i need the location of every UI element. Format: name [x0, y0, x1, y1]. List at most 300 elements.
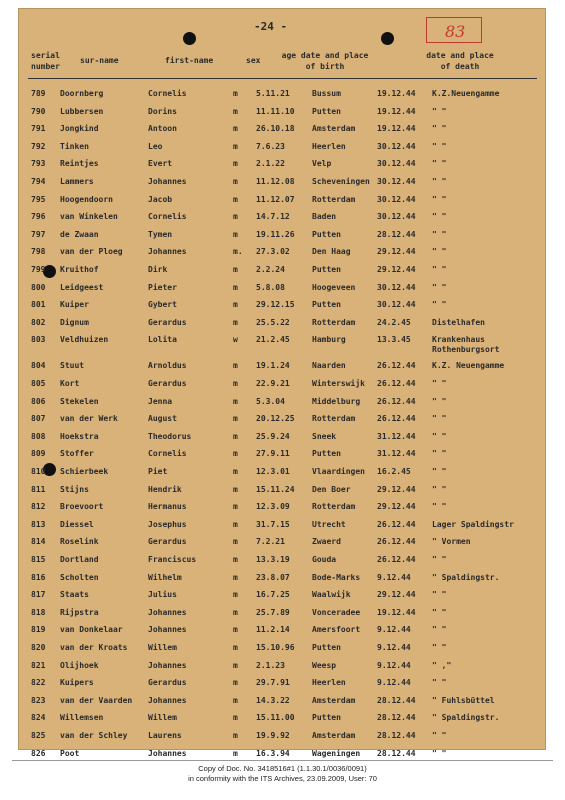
cell-place: Rotterdam [312, 502, 356, 512]
cell-birth: 31.7.15 [256, 519, 290, 529]
table-row [0, 537, 565, 555]
cell-birth: 5.11.21 [256, 89, 290, 98]
cell-place: Rotterdam [312, 414, 356, 424]
header-sex: sex [246, 56, 261, 65]
cell-birth: 5.3.04 [256, 396, 285, 406]
table-row [0, 449, 565, 467]
cell-dplace: " " [432, 678, 447, 688]
cell-sex: m. [233, 247, 243, 257]
cell-sex: m [233, 361, 238, 371]
cell-serial: 803 [31, 335, 46, 345]
cell-dplace: " Spaldingstr. [432, 713, 500, 723]
cell-birth: 19.1.24 [256, 361, 290, 371]
cell-place: Amsterdam [312, 124, 356, 134]
cell-surname: Roselink [60, 537, 99, 547]
cell-surname: Poot [60, 748, 80, 758]
cell-place: Putten [312, 265, 341, 274]
cell-sex: m [233, 141, 238, 151]
cell-birth: 16.3.94 [256, 748, 290, 758]
cell-sex: m [233, 265, 238, 274]
cell-surname: van der Werk [60, 414, 118, 424]
cell-firstname: Theodorus [148, 431, 192, 441]
punch-hole [381, 32, 394, 45]
cell-ddate: 16.2.45 [377, 467, 411, 476]
table-row [0, 502, 565, 520]
cell-place: Putten [312, 300, 341, 310]
cell-birth: 14.3.22 [256, 695, 290, 705]
table-row [0, 625, 565, 643]
cell-sex: m [233, 643, 238, 652]
cell-serial: 817 [31, 590, 46, 600]
cell-firstname: Piet [148, 467, 168, 476]
cell-dplace: " " [432, 396, 447, 406]
cell-ddate: 26.12.44 [377, 396, 416, 406]
header-surname: sur-name [80, 56, 119, 65]
cell-surname: Kuipers [60, 678, 94, 688]
cell-ddate: 26.12.44 [377, 361, 416, 371]
cell-ddate: 30.12.44 [377, 194, 416, 204]
cell-dplace: " " [432, 124, 447, 134]
cell-ddate: 29.12.44 [377, 502, 416, 512]
cell-surname: Lammers [60, 177, 94, 186]
cell-firstname: Johannes [148, 247, 187, 257]
cell-birth: 20.12.25 [256, 414, 295, 424]
cell-sex: m [233, 625, 238, 635]
cell-ddate: 31.12.44 [377, 449, 416, 459]
cell-surname: van Winkelen [60, 212, 118, 222]
cell-birth: 16.7.25 [256, 590, 290, 600]
cell-place: Utrecht [312, 519, 346, 529]
cell-surname: Dignum [60, 317, 89, 327]
cell-dplace: " " [432, 643, 447, 652]
cell-sex: m [233, 537, 238, 547]
table-row [0, 608, 565, 626]
cell-firstname: Johannes [148, 695, 187, 705]
cell-sex: m [233, 396, 238, 406]
cell-serial: 802 [31, 317, 46, 327]
cell-birth: 25.7.89 [256, 607, 290, 617]
cell-dplace: " " [432, 265, 447, 274]
cell-dplace: " " [432, 106, 447, 116]
cell-surname: Staats [60, 590, 89, 600]
cell-firstname: Willem [148, 643, 177, 652]
cell-firstname: Gerardus [148, 537, 187, 547]
cell-firstname: Franciscus [148, 555, 197, 564]
cell-firstname: Antoon [148, 124, 177, 134]
cell-sex: m [233, 317, 238, 327]
cell-dplace: K.Z.Neuengamme [432, 89, 500, 98]
cell-serial: 797 [31, 229, 46, 239]
punch-hole [183, 32, 196, 45]
cell-sex: m [233, 124, 238, 134]
cell-serial: 824 [31, 713, 46, 723]
cell-serial: 822 [31, 678, 46, 688]
cell-firstname: Gerardus [148, 317, 187, 327]
cell-sex: m [233, 212, 238, 222]
cell-ddate: 9.12.44 [377, 625, 411, 635]
cell-serial: 807 [31, 414, 46, 424]
cell-firstname: Julius [148, 590, 177, 600]
cell-ddate: 28.12.44 [377, 229, 416, 239]
cell-birth: 11.12.07 [256, 194, 295, 204]
cell-serial: 815 [31, 555, 46, 564]
cell-firstname: Johannes [148, 748, 187, 758]
cell-firstname: Johannes [148, 660, 187, 670]
cell-sex: m [233, 467, 238, 476]
footer-divider [12, 760, 553, 761]
cell-place: Bussum [312, 89, 341, 98]
cell-serial: 813 [31, 519, 46, 529]
table-row [0, 107, 565, 125]
cell-surname: Leidgeest [60, 282, 104, 292]
cell-dplace: " " [432, 177, 447, 186]
cell-place: Den Boer [312, 484, 351, 494]
cell-place: Weesp [312, 660, 337, 670]
cell-serial: 794 [31, 177, 46, 186]
cell-sex: m [233, 484, 238, 494]
cell-dplace: " " [432, 590, 447, 600]
cell-birth: 19.11.26 [256, 229, 295, 239]
cell-surname: Kuiper [60, 300, 89, 310]
cell-dplace: " " [432, 194, 447, 204]
cell-sex: m [233, 159, 238, 169]
cell-place: Sneek [312, 431, 337, 441]
cell-firstname: Hermanus [148, 502, 187, 512]
cell-ddate: 29.12.44 [377, 247, 416, 257]
table-row [0, 467, 565, 485]
cell-firstname: Leo [148, 141, 163, 151]
cell-sex: m [233, 713, 238, 723]
cell-firstname: Hendrik [148, 484, 182, 494]
cell-place: Hoogeveen [312, 282, 356, 292]
cell-surname: Broevoort [60, 502, 104, 512]
cell-firstname: Dorins [148, 106, 177, 116]
cell-birth: 12.3.09 [256, 502, 290, 512]
cell-firstname: Evert [148, 159, 173, 169]
cell-surname: Hoogendoorn [60, 194, 113, 204]
cell-ddate: 28.12.44 [377, 695, 416, 705]
cell-birth: 22.9.21 [256, 379, 290, 388]
cell-firstname: Lolita [148, 335, 177, 345]
cell-dplace: " " [432, 607, 447, 617]
cell-surname: de Zwaan [60, 229, 99, 239]
cell-sex: m [233, 177, 238, 186]
cell-birth: 5.8.08 [256, 282, 285, 292]
cell-ddate: 26.12.44 [377, 537, 416, 547]
table-row [0, 397, 565, 415]
cell-ddate: 30.12.44 [377, 212, 416, 222]
cell-sex: m [233, 519, 238, 529]
cell-firstname: Pieter [148, 282, 177, 292]
cell-birth: 25.5.22 [256, 317, 290, 327]
cell-place: Middelburg [312, 396, 361, 406]
cell-birth: 2.1.22 [256, 159, 285, 169]
cell-firstname: Johannes [148, 177, 187, 186]
cell-birth: 23.8.07 [256, 572, 290, 582]
cell-serial: 819 [31, 625, 46, 635]
cell-dplace: " " [432, 300, 447, 310]
cell-dplace: " " [432, 502, 447, 512]
cell-place: Rotterdam [312, 194, 356, 204]
header-rule [28, 78, 537, 79]
cell-surname: Willemsen [60, 713, 104, 723]
cell-serial: 816 [31, 572, 46, 582]
table-row [0, 265, 565, 283]
cell-surname: van Donkelaar [60, 625, 123, 635]
cell-ddate: 31.12.44 [377, 431, 416, 441]
cell-firstname: Cornelis [148, 89, 187, 98]
page-number: -24 - [254, 20, 288, 33]
cell-ddate: 9.12.44 [377, 678, 411, 688]
cell-place: Den Haag [312, 247, 351, 257]
cell-dplace: " " [432, 379, 447, 388]
cell-place: Putten [312, 713, 341, 723]
table-row [0, 414, 565, 432]
cell-surname: van der Ploeg [60, 247, 123, 257]
cell-surname: Tinken [60, 141, 89, 151]
cell-surname: Olijhoek [60, 660, 99, 670]
table-row [0, 361, 565, 379]
cell-place: Vonceradee [312, 607, 361, 617]
cell-dplace: " Spaldingstr. [432, 572, 500, 582]
table-row [0, 159, 565, 177]
cell-firstname: Josephus [148, 519, 187, 529]
cell-place: Rotterdam [312, 317, 356, 327]
cell-ddate: 30.12.44 [377, 177, 416, 186]
cell-sex: m [233, 660, 238, 670]
cell-serial: 793 [31, 159, 46, 169]
table-row [0, 555, 565, 573]
cell-serial: 806 [31, 396, 46, 406]
cell-sex: m [233, 282, 238, 292]
cell-birth: 14.7.12 [256, 212, 290, 222]
cell-birth: 19.9.92 [256, 731, 290, 740]
cell-serial: 800 [31, 282, 46, 292]
cell-dplace: " " [432, 731, 447, 740]
cell-surname: Hoekstra [60, 431, 99, 441]
header-death: date and place of death [426, 51, 494, 71]
cell-serial: 818 [31, 607, 46, 617]
cell-ddate: 19.12.44 [377, 607, 416, 617]
cell-surname: Kort [60, 379, 80, 388]
cell-firstname: Jacob [148, 194, 173, 204]
cell-ddate: 9.12.44 [377, 643, 411, 652]
cell-sex: m [233, 731, 238, 740]
table-row [0, 590, 565, 608]
cell-serial: 823 [31, 695, 46, 705]
cell-serial: 826 [31, 748, 46, 758]
cell-dplace: " " [432, 282, 447, 292]
cell-place: Winterswijk [312, 379, 365, 388]
cell-ddate: 30.12.44 [377, 159, 416, 169]
cell-surname: Stoffer [60, 449, 94, 459]
cell-serial: 804 [31, 361, 46, 371]
cell-firstname: Willem [148, 713, 177, 723]
cell-dplace: " " [432, 431, 447, 441]
cell-dplace: " " [432, 141, 447, 151]
cell-place: Putten [312, 643, 341, 652]
cell-ddate: 24.2.45 [377, 317, 411, 327]
cell-place: Putten [312, 229, 341, 239]
cell-dplace: " " [432, 449, 447, 459]
cell-firstname: August [148, 414, 177, 424]
cell-ddate: 29.12.44 [377, 590, 416, 600]
cell-dplace: " Vormen [432, 537, 471, 547]
table-row [0, 247, 565, 265]
cell-birth: 29.7.91 [256, 678, 290, 688]
cell-place: Waalwijk [312, 590, 351, 600]
cell-place: Wageningen [312, 748, 361, 758]
cell-ddate: 29.12.44 [377, 484, 416, 494]
cell-serial: 811 [31, 484, 46, 494]
cell-place: Zwaerd [312, 537, 341, 547]
cell-surname: van der Kroats [60, 643, 128, 652]
cell-sex: w [233, 335, 238, 345]
cell-birth: 26.10.18 [256, 124, 295, 134]
footer-archive-note: in conformity with the ITS Archives, 23.09.2009, User: 70 [188, 774, 377, 783]
cell-firstname: Laurens [148, 731, 182, 740]
table-row [0, 643, 565, 661]
table-row [0, 432, 565, 450]
cell-ddate: 13.3.45 [377, 335, 411, 345]
cell-firstname: Tymen [148, 229, 173, 239]
cell-serial: 825 [31, 731, 46, 740]
cell-place: Heerlen [312, 141, 346, 151]
cell-ddate: 26.12.44 [377, 379, 416, 388]
header-birth: age date and place of birth [281, 51, 369, 71]
cell-sex: m [233, 695, 238, 705]
cell-firstname: Cornelis [148, 449, 187, 459]
cell-surname: Diessel [60, 519, 94, 529]
cell-ddate: 19.12.44 [377, 124, 416, 134]
cell-sex: m [233, 607, 238, 617]
cell-firstname: Gerardus [148, 678, 187, 688]
cell-serial: 792 [31, 141, 46, 151]
cell-place: Naarden [312, 361, 346, 371]
cell-birth: 25.9.24 [256, 431, 290, 441]
cell-sex: m [233, 106, 238, 116]
cell-birth: 15.11.24 [256, 484, 295, 494]
cell-surname: Reintjes [60, 159, 99, 169]
cell-birth: 13.3.19 [256, 555, 290, 564]
cell-birth: 27.9.11 [256, 449, 290, 459]
table-row [0, 379, 565, 397]
cell-sex: m [233, 379, 238, 388]
header-serial: serial number [31, 51, 60, 71]
cell-firstname: Jenna [148, 396, 173, 406]
cell-ddate: 26.12.44 [377, 555, 416, 564]
cell-birth: 2.1.23 [256, 660, 285, 670]
cell-sex: m [233, 414, 238, 424]
cell-serial: 820 [31, 643, 46, 652]
cell-dplace: " Fuhlsbüttel [432, 695, 495, 705]
cell-surname: Dortland [60, 555, 99, 564]
cell-dplace: " " [432, 748, 447, 758]
cell-serial: 810 [31, 467, 46, 476]
cell-birth: 11.12.08 [256, 177, 295, 186]
cell-dplace: " " [432, 555, 447, 564]
cell-surname: Jongkind [60, 124, 99, 134]
cell-surname: Stijns [60, 484, 89, 494]
cell-place: Amsterdam [312, 695, 356, 705]
cell-surname: Veldhuizen [60, 335, 109, 345]
cell-place: Amersfoort [312, 625, 361, 635]
cell-sex: m [233, 89, 238, 98]
table-row [0, 713, 565, 731]
cell-sex: m [233, 431, 238, 441]
cell-surname: van der Vaarden [60, 695, 133, 705]
cell-place: Baden [312, 212, 337, 222]
cell-serial: 821 [31, 660, 46, 670]
table-row [0, 89, 565, 107]
table-row [0, 142, 565, 160]
cell-place: Amsterdam [312, 731, 356, 740]
cell-sex: m [233, 502, 238, 512]
cell-dplace: " " [432, 247, 447, 257]
table-row [0, 318, 565, 336]
cell-ddate: 28.12.44 [377, 748, 416, 758]
cell-ddate: 19.12.44 [377, 89, 416, 98]
cell-sex: m [233, 449, 238, 459]
table-row [0, 520, 565, 538]
cell-place: Putten [312, 449, 341, 459]
cell-sex: m [233, 300, 238, 310]
cell-firstname: Gerardus [148, 379, 187, 388]
table-row [0, 731, 565, 749]
cell-dplace: " " [432, 414, 447, 424]
cell-firstname: Gybert [148, 300, 177, 310]
cell-surname: Stekelen [60, 396, 99, 406]
cell-serial: 812 [31, 502, 46, 512]
cell-ddate: 30.12.44 [377, 141, 416, 151]
cell-firstname: Johannes [148, 625, 187, 635]
cell-serial: 790 [31, 106, 46, 116]
cell-serial: 805 [31, 379, 46, 388]
table-row [0, 283, 565, 301]
cell-birth: 11.2.14 [256, 625, 290, 635]
table-row [0, 300, 565, 318]
cell-dplace: Lager Spaldingstr [432, 519, 514, 529]
table-row [0, 661, 565, 679]
cell-serial: 808 [31, 431, 46, 441]
cell-birth: 15.10.96 [256, 643, 295, 652]
cell-birth: 15.11.00 [256, 713, 295, 723]
cell-sex: m [233, 194, 238, 204]
cell-birth: 7.2.21 [256, 537, 285, 547]
archive-stamp-number: 83 [445, 22, 466, 41]
cell-serial: 801 [31, 300, 46, 310]
cell-surname: Scholten [60, 572, 99, 582]
footer-copy-note: Copy of Doc. No. 3418516#1 (1.1.30.1/0036/0091) [198, 764, 367, 773]
cell-sex: m [233, 678, 238, 688]
cell-dplace: K.Z. Neuengamme [432, 361, 505, 371]
cell-firstname: Arnoldus [148, 361, 187, 371]
table-row [0, 696, 565, 714]
cell-sex: m [233, 229, 238, 239]
cell-sex: m [233, 748, 238, 758]
cell-place: Velp [312, 159, 332, 169]
cell-serial: 796 [31, 212, 46, 222]
cell-dplace: " " [432, 229, 447, 239]
cell-surname: Lubbersen [60, 106, 104, 116]
cell-place: Hamburg [312, 335, 346, 345]
cell-dplace: " " [432, 159, 447, 169]
cell-firstname: Wilhelm [148, 572, 182, 582]
table-row [0, 230, 565, 248]
cell-ddate: 9.12.44 [377, 572, 411, 582]
cell-dplace: " " [432, 467, 447, 476]
header-firstname: first-name [165, 56, 214, 65]
